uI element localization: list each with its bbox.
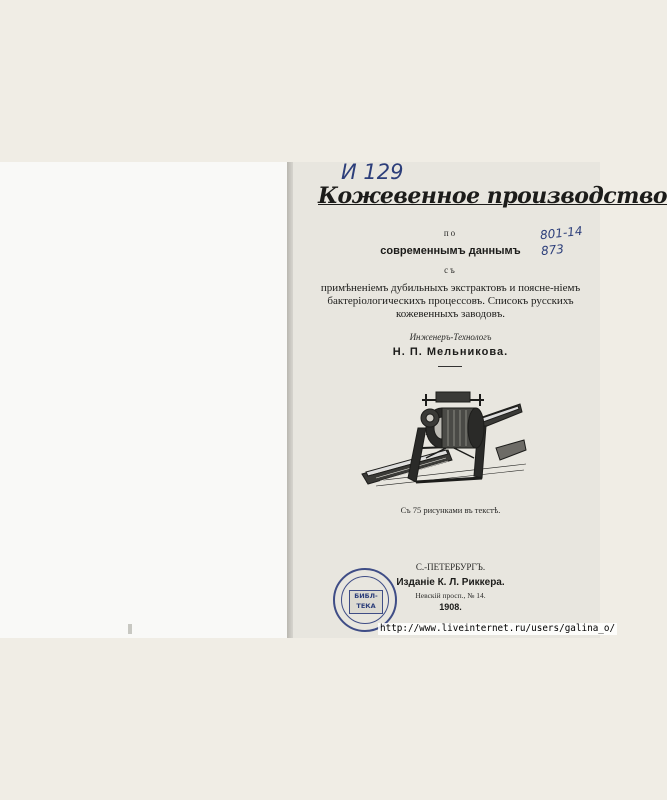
author-role: Инженеръ-Технологъ: [409, 332, 492, 342]
watermark-url: http://www.liveinternet.ru/users/galina_o/: [380, 623, 616, 634]
publisher: Изданіе К. Л. Риккера.: [396, 577, 505, 588]
handwritten-note-1: 801-14: [539, 223, 584, 243]
stamp-text-line-1: БИБЛ-: [354, 592, 378, 600]
publication-year: 1908.: [439, 602, 462, 612]
author-name: Н. П. Мельникова.: [392, 346, 509, 358]
book-title: Кожевенное производство: [318, 183, 667, 209]
connector-s: съ: [444, 265, 457, 275]
machine-engraving: [356, 378, 536, 498]
book-subtitle: современнымъ даннымъ: [380, 245, 521, 257]
stamp-text-line-2: ТЕКА: [356, 602, 376, 610]
connector-po: по: [443, 228, 458, 238]
handwritten-shelf-mark: И 129: [341, 160, 404, 184]
book-description: примѣненіемъ дубильныхъ экстрактовъ и поясне-ніемъ бактеріологическихъ процессовъ. Списокъ русскихъ кожевенныхъ заводовъ.: [320, 282, 581, 320]
blank-left-page: [0, 162, 287, 638]
page-mark: [128, 624, 132, 634]
illustrations-note: Съ 75 рисунками въ текстѣ.: [400, 505, 501, 515]
publisher-address: Невскій просп., № 14.: [415, 591, 486, 600]
city: С.-ПЕТЕРБУРГЪ.: [415, 562, 486, 572]
handwritten-note-2: 873: [540, 241, 565, 259]
divider-rule: [438, 366, 462, 367]
